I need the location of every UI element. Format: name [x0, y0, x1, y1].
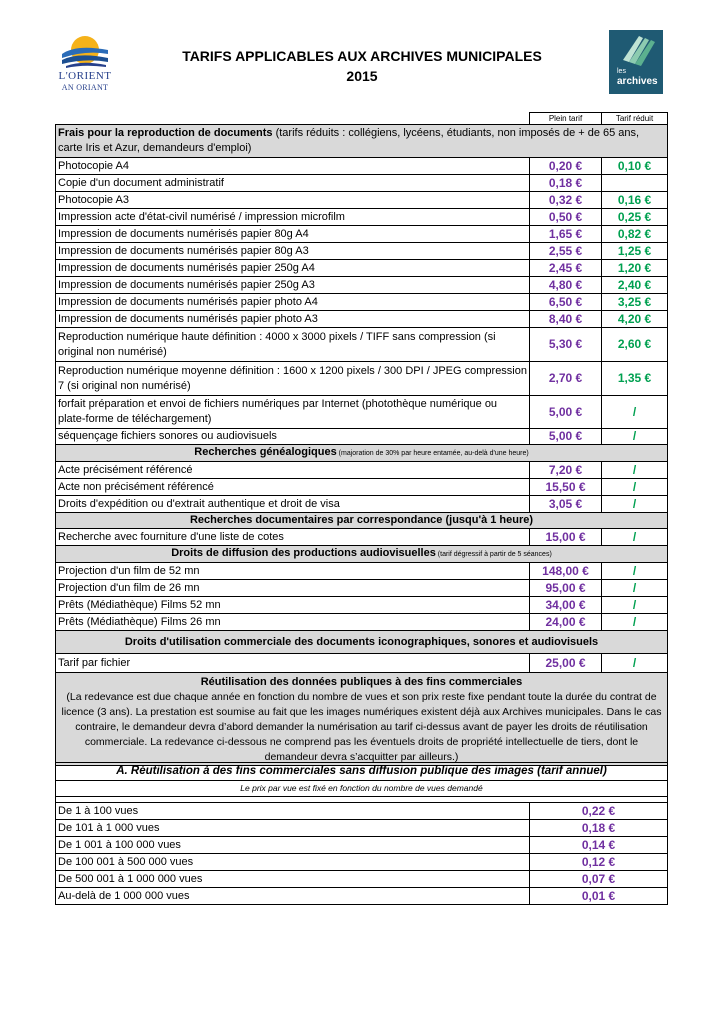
reduced-price: 0,16 €: [602, 192, 668, 209]
row-label: Reproduction numérique moyenne définition : 1600 x 1200 pixels / 300 DPI / JPEG compression 7 (si original non numérisé): [56, 362, 530, 396]
row-label: Recherche avec fourniture d'une liste de cotes: [56, 529, 530, 546]
table-row: [56, 871, 668, 888]
row-label: De 1 001 à 100 000 vues: [56, 837, 530, 854]
section-title-bold: Frais pour la reproduction de documents: [58, 127, 273, 139]
row-label: Photocopie A3: [56, 192, 530, 209]
section-note: (tarif dégressif à partir de 5 séances): [435, 551, 552, 558]
section-title-text: Recherches généalogiques: [194, 446, 337, 458]
table-row: [56, 496, 668, 513]
full-price: 8,40 €: [530, 311, 602, 328]
section-title: Droits d'utilisation commerciale des documents iconographiques, sonores et audiovisuels: [56, 631, 668, 654]
table-row: [56, 529, 668, 546]
row-label: Projection d'un film de 52 mn: [56, 563, 530, 580]
section-title-text: Droits de diffusion des productions audiovisuelles: [171, 547, 436, 559]
reduced-price: 2,60 €: [602, 328, 668, 362]
section-title: [56, 125, 668, 158]
page-title: TARIFS APPLICABLES AUX ARCHIVES MUNICIPALES: [182, 48, 542, 64]
table-row: [56, 837, 668, 854]
row-label: Acte non précisément référencé: [56, 479, 530, 496]
full-price: 2,45 €: [530, 260, 602, 277]
section-note: (La redevance est due chaque année en fonction du nombre de vues et son prix reste fixe pendant toute la durée du contrat de licence (3 ans). La prestation est soumise au fait que les images numériques existent déjà aux Archives municipales. Dans le cas contraire, le demandeur devra d’abord demander la numérisation au tarif ci-dessus avant de payer les droits de réutilisation commerciale. La redevance ci-dessous ne comprend pas les éventuels droits de propriété intellectuelle de tiers, dont le demandeur devra s’acquitter par ailleurs.): [61, 691, 662, 763]
row-label: Acte précisément référencé: [56, 462, 530, 479]
full-price: 5,00 €: [530, 396, 602, 429]
table-row: [56, 158, 668, 175]
row-label: Projection d'un film de 26 mn: [56, 580, 530, 597]
reduced-price: /: [602, 479, 668, 496]
row-label: Photocopie A4: [56, 158, 530, 175]
table-row: [56, 328, 668, 362]
section-header: [56, 513, 668, 529]
row-label: Impression de documents numérisés papier 250g A4: [56, 260, 530, 277]
table-row: [56, 820, 668, 837]
price-per-view: 0,07 €: [530, 871, 668, 888]
section-subtitle: Le prix par vue est fixé en fonction du nombre de vues demandé: [56, 781, 668, 797]
column-header-row: [56, 113, 668, 125]
section-subtitle-row: [56, 781, 668, 797]
reduced-price: /: [602, 654, 668, 673]
page-year: 2015: [346, 68, 378, 84]
reduced-price: 1,20 €: [602, 260, 668, 277]
reduced-price: /: [602, 429, 668, 445]
logo-text-les: les: [617, 68, 626, 75]
row-label: Impression de documents numérisés papier photo A4: [56, 294, 530, 311]
reduced-price: /: [602, 396, 668, 429]
price-per-view: 0,22 €: [530, 803, 668, 820]
full-price: 95,00 €: [530, 580, 602, 597]
full-price: 15,50 €: [530, 479, 602, 496]
table-row: [56, 888, 668, 905]
row-label: Au-delà de 1 000 000 vues: [56, 888, 530, 905]
table-row: [56, 226, 668, 243]
full-price: 148,00 €: [530, 563, 602, 580]
full-price: 0,18 €: [530, 175, 602, 192]
blank-cell: [56, 113, 530, 125]
reduced-price: /: [602, 597, 668, 614]
reduced-price: 4,20 €: [602, 311, 668, 328]
row-label: forfait préparation et envoi de fichiers numériques par Internet (photothèque numérique ou plate-forme de téléchargement): [56, 396, 530, 429]
price-per-view: 0,18 €: [530, 820, 668, 837]
table-row: [56, 294, 668, 311]
reduced-price: /: [602, 563, 668, 580]
table-row: [56, 597, 668, 614]
section-header: [56, 673, 668, 766]
reduced-price: 0,82 €: [602, 226, 668, 243]
table-row: [56, 563, 668, 580]
reduced-price: 1,25 €: [602, 243, 668, 260]
full-price: 0,20 €: [530, 158, 602, 175]
full-price: 2,55 €: [530, 243, 602, 260]
table-row: [56, 209, 668, 226]
section-header: [56, 125, 668, 158]
logo-text-lorient: L'ORIENT: [58, 70, 112, 82]
section-title: A. Réutilisation à des fins commerciales sans diffusion publique des images (tarif annuel): [56, 763, 668, 781]
section-title-rest: (tarifs réduits : collégiens, lycéens, étudiants, non imposés de + de 65 ans, carte Iris et Azur, demandeurs d'emploi): [58, 127, 640, 154]
archives-logo: [609, 30, 663, 94]
price-per-view: 0,01 €: [530, 888, 668, 905]
table-row: [56, 175, 668, 192]
row-label: Prêts (Médiathèque) Films 26 mn: [56, 614, 530, 631]
section-title: [56, 673, 668, 766]
archives-pages-icon: [609, 30, 663, 70]
table-row: [56, 396, 668, 429]
section-title: [56, 546, 668, 563]
section-header: [56, 546, 668, 563]
price-per-view: 0,14 €: [530, 837, 668, 854]
section-note: (majoration de 30% par heure entamée, au-delà d'une heure): [336, 450, 529, 457]
full-price: 7,20 €: [530, 462, 602, 479]
section-header: [56, 445, 668, 462]
section-header: [56, 763, 668, 781]
section-title: Recherches documentaires par correspondance (jusqu'à 1 heure): [56, 513, 668, 529]
full-price: 3,05 €: [530, 496, 602, 513]
reduced-price: 0,10 €: [602, 158, 668, 175]
full-price: 0,50 €: [530, 209, 602, 226]
table-row: [56, 362, 668, 396]
row-label: Impression de documents numérisés papier 250g A3: [56, 277, 530, 294]
column-header-full: Plein tarif: [530, 113, 602, 125]
price-per-view: 0,12 €: [530, 854, 668, 871]
full-price: 1,65 €: [530, 226, 602, 243]
section-header: [56, 631, 668, 654]
reduced-price: /: [602, 496, 668, 513]
full-price: 6,50 €: [530, 294, 602, 311]
table-row: [56, 479, 668, 496]
lorient-logo: [56, 32, 114, 94]
table-row: [56, 803, 668, 820]
table-row: [56, 614, 668, 631]
row-label: Impression de documents numérisés papier 80g A3: [56, 243, 530, 260]
row-label: Prêts (Médiathèque) Films 52 mn: [56, 597, 530, 614]
reduced-price: /: [602, 462, 668, 479]
table-row: [56, 311, 668, 328]
row-label: De 500 001 à 1 000 000 vues: [56, 871, 530, 888]
logo-text-anoriant: AN ORIANT: [61, 83, 109, 92]
tariff-table: [55, 112, 667, 766]
reduced-price: /: [602, 580, 668, 597]
row-label: Impression acte d'état-civil numérisé / impression microfilm: [56, 209, 530, 226]
lorient-emblem-icon: [56, 32, 114, 70]
row-label: Copie d'un document administratif: [56, 175, 530, 192]
row-label: Reproduction numérique haute définition : 4000 x 3000 pixels / TIFF sans compression (si original non numérisé): [56, 328, 530, 362]
row-label: Tarif par fichier: [56, 654, 530, 673]
table-row: [56, 192, 668, 209]
table-row: [56, 429, 668, 445]
row-label: De 1 à 100 vues: [56, 803, 530, 820]
full-price: 5,00 €: [530, 429, 602, 445]
table-row: [56, 462, 668, 479]
row-label: Impression de documents numérisés papier photo A3: [56, 311, 530, 328]
full-price: 15,00 €: [530, 529, 602, 546]
reduced-price: /: [602, 529, 668, 546]
reduced-price: [602, 175, 668, 192]
full-price: 5,30 €: [530, 328, 602, 362]
full-price: 4,80 €: [530, 277, 602, 294]
row-label: Impression de documents numérisés papier 80g A4: [56, 226, 530, 243]
reduced-price: 0,25 €: [602, 209, 668, 226]
row-label: De 101 à 1 000 vues: [56, 820, 530, 837]
logo-text-archives: archives: [617, 76, 658, 87]
row-label: séquençage fichiers sonores ou audiovisuels: [56, 429, 530, 445]
reduced-price: 2,40 €: [602, 277, 668, 294]
row-label: De 100 001 à 500 000 vues: [56, 854, 530, 871]
full-price: 24,00 €: [530, 614, 602, 631]
table-row: [56, 260, 668, 277]
column-header-reduced: Tarif réduit: [602, 113, 668, 125]
section-title: [56, 445, 668, 462]
full-price: 2,70 €: [530, 362, 602, 396]
table-row: [56, 580, 668, 597]
table-row: [56, 243, 668, 260]
reduced-price: 1,35 €: [602, 362, 668, 396]
full-price: 25,00 €: [530, 654, 602, 673]
table-row: [56, 277, 668, 294]
row-label: Droits d'expédition ou d'extrait authentique et droit de visa: [56, 496, 530, 513]
reduced-price: /: [602, 614, 668, 631]
full-price: 34,00 €: [530, 597, 602, 614]
table-row: [56, 854, 668, 871]
section-title-text: Réutilisation des données publiques à des fins commerciales: [200, 676, 523, 688]
table-row: [56, 654, 668, 673]
reduced-price: 3,25 €: [602, 294, 668, 311]
commercial-reuse-table: [55, 762, 667, 905]
full-price: 0,32 €: [530, 192, 602, 209]
